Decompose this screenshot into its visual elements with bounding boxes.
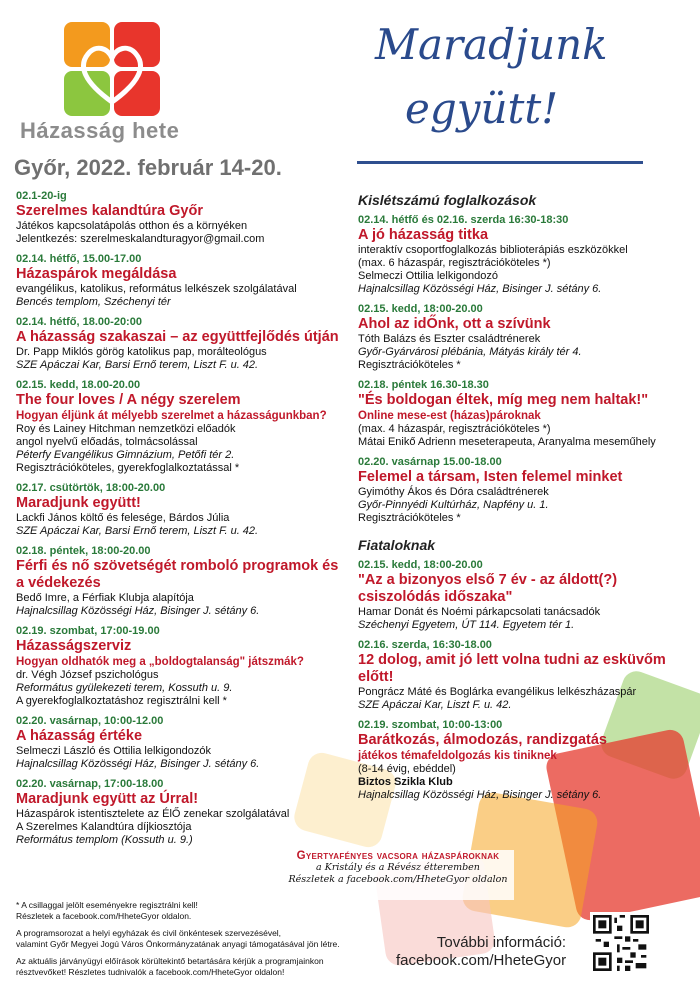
- event-detail: Hajnalcsillag Közösségi Ház, Bisinger J. sétány 6.: [16, 758, 260, 770]
- event-title: "Az a bizonyos első 7 év - az áldott(?) csiszolódás időszaka": [358, 572, 618, 605]
- event-detail: Regisztrációköteles *: [358, 512, 461, 524]
- event-detail: Hajnalcsillag Közösségi Ház, Bisinger J. sétány 6.: [358, 789, 602, 801]
- event-item: [16, 545, 346, 618]
- event-detail: dr. Végh József pszichológus: [16, 669, 159, 681]
- event-detail: Hajnalcsillag Közösségi Ház, Bisinger J. sétány 6.: [16, 605, 260, 617]
- event-item: [16, 778, 346, 847]
- title-box: [357, 14, 643, 164]
- event-subtitle: Online mese-est (házas)pároknak: [358, 410, 541, 422]
- event-date: 02.14. hétfő, 15.00-17.00: [16, 253, 142, 265]
- footnote-line: Részletek a facebook.com/HheteGyor oldalon.: [16, 911, 192, 921]
- footnote-line: * A csillaggal jelölt eseményekre regisztrálni kell!: [16, 900, 198, 910]
- event-title: Barátkozás, álmodozás, randizgatás: [358, 732, 607, 748]
- event-detail: Selmeczi László és Ottilia lelkigondozók: [16, 745, 212, 757]
- event-detail: Biztos Szikla Klub: [358, 776, 453, 788]
- event-subtitle: játékos témafeldolgozás kis tiniknek: [358, 750, 557, 762]
- event-date: 02.18. péntek, 18:00-20.00: [16, 545, 151, 557]
- heart-logo-icon: [64, 22, 160, 116]
- event-date: 02.15. kedd, 18:00-20.00: [358, 303, 483, 315]
- event-title: Maradjunk együtt az Úrral!: [16, 791, 199, 807]
- event-subtitle: Hogyan éljünk át mélyebb szerelmet a házasságunkban?: [16, 410, 327, 422]
- footnote-line: valamint Győr Megyei Jogú Város Önkormányzatának anyagi támogatásával jön létre.: [16, 939, 340, 949]
- qr-code-icon: [590, 912, 652, 974]
- event-item: [16, 190, 346, 246]
- right-column: [358, 190, 688, 809]
- event-item: [16, 253, 346, 309]
- event-date: 02.20. vasárnap, 10:00-12.00: [16, 715, 164, 727]
- event-date: 02.20. vasárnap 15.00-18.00: [358, 456, 502, 468]
- event-detail: (8-14 évig, ebéddel): [358, 763, 456, 775]
- event-detail: Pongrácz Máté és Boglárka evangélikus lelkészházaspár: [358, 686, 637, 698]
- event-detail: Hajnalcsillag Közösségi Ház, Bisinger J. sétány 6.: [358, 283, 602, 295]
- event-detail: Roy és Lainey Hitchman nemzetközi előadók: [16, 423, 236, 435]
- event-detail: Regisztrációköteles *: [358, 359, 461, 371]
- event-title: "És boldogan éltek, míg meg nem haltak!": [358, 392, 649, 408]
- event-detail: A gyerekfoglalkoztatáshoz regisztrálni kell *: [16, 695, 227, 707]
- event-title: A jó házasság titka: [358, 227, 489, 243]
- footnote-health: [16, 956, 396, 978]
- event-item: [358, 719, 688, 802]
- dinner-title: Gyertyafényes vacsora házaspároknak: [296, 850, 500, 862]
- main-title-line1: Maradjunk: [375, 20, 608, 69]
- event-title: Házasságszerviz: [16, 638, 132, 654]
- event-detail: Hamar Donát és Noémi párkapcsolati tanácsadók: [358, 606, 601, 618]
- more-info: [396, 934, 566, 970]
- event-item: [16, 316, 346, 372]
- event-item: [358, 639, 688, 712]
- young-events: [358, 559, 688, 802]
- event-detail: SZE Apáczai Kar, Liszt F. u. 42.: [358, 699, 512, 711]
- event-item: [358, 379, 688, 449]
- footnote-registration: [16, 900, 396, 922]
- city-date: Győr, 2022. február 14-20.: [14, 155, 282, 180]
- dinner-box: [282, 850, 514, 900]
- event-detail: Jelentkezés: szerelmeskalandturagyor@gmail.com: [16, 233, 265, 245]
- footnote-line: Az aktuális járványügyi előírások körültekintő betartására kérjük a programjainkon: [16, 956, 324, 966]
- event-title: A házasság értéke: [16, 728, 143, 744]
- event-item: [16, 379, 346, 475]
- event-detail: Tóth Balázs és Eszter családtrénerek: [358, 333, 541, 345]
- more-info-label: További információ:: [436, 934, 567, 951]
- facebook-link[interactable]: facebook.com/HheteGyor: [396, 952, 567, 969]
- event-detail: A Szerelmes Kalandtúra díjkiosztója: [16, 821, 192, 833]
- event-date: 02.16. szerda, 16:30-18.00: [358, 639, 492, 651]
- event-detail: (max. 4 házaspár, regisztrációköteles *): [358, 423, 551, 435]
- section-small-groups: Kislétszámú foglalkozások: [358, 192, 537, 208]
- dinner-line1: a Kristály és a Révész étteremben: [316, 862, 480, 873]
- event-title: Szerelmes kalandtúra Győr: [16, 203, 203, 219]
- event-detail: Győr-Gyárvárosi plébánia, Mátyás király tér 4.: [358, 346, 582, 358]
- event-detail: interaktív csoportfoglalkozás biblioterápiás eszközökkel: [358, 244, 628, 256]
- event-detail: Széchenyi Egyetem, ÚT 114. Egyetem tér 1.: [358, 619, 575, 631]
- event-detail: Lackfi János költő és felesége, Bárdos Júlia: [16, 512, 230, 524]
- event-item: [358, 303, 688, 372]
- event-detail: Református templom (Kossuth u. 9.): [16, 834, 193, 846]
- event-item: [16, 482, 346, 538]
- event-title: A házasság szakaszai – az együttfejlődés útján: [16, 329, 339, 345]
- dinner-line2: Részletek a facebook.com/HheteGyor oldalon: [288, 874, 508, 885]
- event-title: Maradjunk együtt!: [16, 495, 141, 511]
- event-detail: SZE Apáczai Kar, Barsi Ernő terem, Liszt F. u. 42.: [16, 359, 259, 371]
- event-detail: Mátai Enikő Adrienn meseterapeuta, Aranyalma meseműhely: [358, 436, 656, 448]
- event-date: 02.15. kedd, 18.00-20.00: [16, 379, 141, 391]
- event-date: 02.19. szombat, 17:00-19.00: [16, 625, 160, 637]
- event-title: Férfi és nő szövetségét romboló programok és a védekezés: [16, 558, 339, 591]
- event-detail: Házaspárok istentisztelete az ÉlŐ zenekar szolgálatával: [16, 808, 290, 820]
- event-title: 12 dolog, amit jó lett volna tudni az esküvőm előtt!: [358, 652, 666, 685]
- section-young: Fiataloknak: [358, 537, 436, 553]
- event-detail: SZE Apáczai Kar, Barsi Ernő terem, Liszt F. u. 42.: [16, 525, 259, 537]
- event-date: 02.19. szombat, 10:00-13:00: [358, 719, 503, 731]
- small-group-events: [358, 214, 688, 525]
- event-title: Felemel a társam, Isten felemel minket: [358, 469, 623, 485]
- footnote-line: A programsorozat a helyi egyházak és civil önkéntesek szervezésével,: [16, 928, 282, 938]
- event-detail: Dr. Papp Miklós görög katolikus pap, morálteológus: [16, 346, 267, 358]
- event-date: 02.18. péntek 16.30-18.30: [358, 379, 489, 391]
- event-detail: Győr-Pinnyédi Kultúrház, Napfény u. 1.: [358, 499, 549, 511]
- event-detail: Selmeczi Ottilia lelkigondozó: [358, 270, 499, 282]
- event-detail: Bencés templom, Széchenyi tér: [16, 296, 171, 308]
- event-item: [358, 559, 688, 632]
- event-detail: angol nyelvű előadás, tolmácsolással: [16, 436, 198, 448]
- main-title-line2: együtt!: [405, 84, 559, 133]
- event-detail: Játékos kapcsolatápolás otthon és a környéken: [16, 220, 248, 232]
- event-detail: Péterfy Evangélikus Gimnázium, Petőfi tér 2.: [16, 449, 235, 461]
- event-date: 02.1-20-ig: [16, 190, 67, 202]
- event-detail: Bedő Imre, a Férfiak Klubja alapítója: [16, 592, 194, 604]
- event-date: 02.14. hétfő és 02.16. szerda 16:30-18:30: [358, 214, 569, 226]
- left-column: [16, 190, 346, 854]
- event-item: [358, 456, 688, 525]
- event-detail: (max. 6 házaspár, regisztrációköteles *): [358, 257, 551, 269]
- footnote-line: résztvevőket! Részletes tudnivalók a facebook.com/HheteGyor oldalon!: [16, 967, 285, 977]
- event-item: [16, 715, 346, 771]
- event-title: The four loves / A négy szerelem: [16, 392, 241, 408]
- event-title: Ahol az idŐnk, ott a szívünk: [358, 316, 551, 332]
- event-date: 02.20. vasárnap, 17:00-18.00: [16, 778, 164, 790]
- event-detail: Regisztrációköteles, gyerekfoglalkoztatással *: [16, 462, 240, 474]
- event-date: 02.14. hétfő, 18.00-20:00: [16, 316, 142, 328]
- event-detail: Református gyülekezeti terem, Kossuth u. 9.: [16, 682, 233, 694]
- event-item: [16, 625, 346, 708]
- event-subtitle: Hogyan oldhatók meg a „boldogtalanság" játszmák?: [16, 656, 304, 668]
- event-item: [358, 214, 688, 296]
- event-date: 02.17. csütörtök, 18:00-20.00: [16, 482, 166, 494]
- footnote-organizers: [16, 928, 396, 950]
- brand-name: Házasság hete: [20, 118, 180, 143]
- event-detail: evangélikus, katolikus, református lelkészek szolgálatával: [16, 283, 297, 295]
- event-title: Házaspárok megáldása: [16, 266, 177, 282]
- event-date: 02.15. kedd, 18:00-20.00: [358, 559, 483, 571]
- event-detail: Gyimóthy Ákos és Dóra családtrénerek: [358, 486, 549, 498]
